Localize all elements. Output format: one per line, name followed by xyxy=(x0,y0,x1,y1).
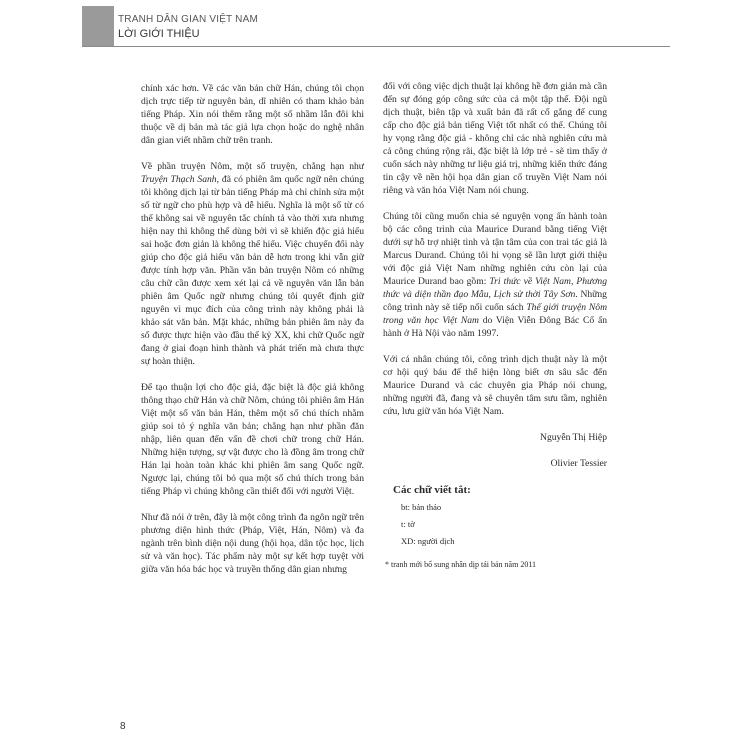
running-header-section: LỜI GIỚI THIỆU xyxy=(118,28,200,40)
signature-block xyxy=(383,431,607,470)
header-decorative-box xyxy=(82,6,114,46)
paragraph: Để tạo thuận lợi cho độc giả, đặc biệt là độc giả không thông thạo chữ Hán và chữ Nôm, chúng tôi phiên âm Hán Việt một số văn bản Hán, thêm một số chú thích nhằm giúp soi tỏ ý nghĩa văn bản; chẳng hạn như phần đăn nhập, liên quan đến vấn đề chơi chữ trong chữ Hán. Những hiện tượng, sự vật được cho là đồng âm trong chữ Hán lại hoàn toàn khác khi phiên âm sang Quốc ngữ. Ngược lại, chúng tôi bỏ qua một số chú thích trong bản tiếng Pháp vì chúng không cần thiết đối với người Việt. xyxy=(141,382,364,497)
left-column xyxy=(141,82,364,576)
abbreviations-heading: Các chữ viết tắt: xyxy=(393,484,471,496)
footnote: * tranh mới bổ sung nhân dịp tái bản năm 2011 xyxy=(385,560,537,569)
page-number: 8 xyxy=(120,721,126,732)
abbreviation-item: bt: bản thảo xyxy=(401,502,442,512)
abbreviation-item: XD: người dịch xyxy=(401,536,455,546)
paragraph: Về phần truyện Nôm, một số truyện, chẳng hạn như Truyện Thạch Sanh, đã có phiên âm quốc ngữ nên chúng tôi không dịch lại từ bản tiếng Pháp mà chỉ chỉnh sửa một số từ ngữ cho phù hợp và dễ hiểu. Nghĩa là một số từ có thể không sai về nguyên tắc chính tả vào thời xưa nhưng hiện nay thì không thể dùng bởi vì sẽ khiến độc giả hiểu sai hoặc đơn giản là không thể hiểu. Việc chuyển đổi này giúp cho độc giả hiểu văn bản dễ hơn trong khi vẫn giữ được tính hợp văn. Phần văn bản truyện Nôm có những câu chữ cần được xem xét lại cả về nguyên văn lẫn bản phiên âm Quốc ngữ nhưng chúng tôi quyết định giữ nguyên vì mục đích của công trình này không phải là khảo sát văn bản. Mặt khác, những bản phiên âm này đa số được thực hiện vào đầu thế kỷ XX, khi chữ Quốc ngữ đang ở giai đoạn hình thành và phát triển mà chưa thực sự hoàn thiện. xyxy=(141,161,364,367)
header-rule xyxy=(82,46,670,47)
running-header-title: TRANH DÂN GIAN VIỆT NAM xyxy=(118,14,258,25)
paragraph: chính xác hơn. Về các văn bản chữ Hán, chúng tôi chọn dịch trực tiếp từ nguyên bản, dĩ nhiên có tham khảo bản tiếng Pháp. Xin nói thêm rằng một số nhầm lẫn đôi khi thuộc về dị bản mà tác giả lựa chọn hoặc do nghệ nhân dân gian viết nhầm chữ trên tranh. xyxy=(141,83,364,146)
paragraph: Với cá nhân chúng tôi, công trình dịch thuật này là một cơ hội quý báu để thể hiện lòng biết ơn sâu sắc đến Maurice Durand và các chuyên gia Pháp nói chung, những người đã, đang và sẽ chuyên tâm sưu tầm, nghiên cứu, lưu giữ văn hóa Việt Nam. xyxy=(383,354,607,417)
signature-name: Olivier Tessier xyxy=(550,458,607,469)
paragraph: Như đã nói ở trên, đây là một công trình đa ngôn ngữ trên phương diện hình thức (Pháp, Việt, Hán, Nôm) và đa ngành trên bình diện nội dung (hội họa, dân tộc học, lịch sử và văn học). Tác phẩm này một sự kết hợp tuyệt vời giữa văn hóa bác học và truyền thống dân gian nhưng xyxy=(141,512,364,575)
paragraph: Chúng tôi cũng muốn chia sẻ nguyện vọng ấn hành toàn bộ các công trình của Maurice Durand bằng tiếng Việt dưới sự hỗ trợ nhiệt tình và tận tâm của con trai tác giả là Marcus Durand. Chúng tôi hi vọng sẽ lần lượt giới thiệu với độc giả Việt Nam những nghiên cứu còn lại của Maurice Durand bao gồm: Tri thức về Việt Nam, Phương thức và diện thần đạo Mẫu, Lịch sử thời Tây Sơn. Những công trình này sẽ tiếp nối cuốn sách Thế giới truyện Nôm trong văn học Việt Nam do Viện Viễn Đông Bác Cổ ấn hành ở Hà Nội vào năm 1997. xyxy=(383,211,608,339)
abbreviation-item: t: tờ xyxy=(401,519,415,529)
signature-name: Nguyễn Thị Hiệp xyxy=(540,432,607,443)
right-column xyxy=(383,80,607,571)
paragraph: đối với công việc dịch thuật lại không hề đơn giản mà cần đến sự đóng góp công sức của cả một tập thể. Đội ngũ dịch thuật, biên tập và xuất bản đã rất cố gắng để cung cấp cho độc giả bản tiếng Việt tốt nhất có thể. Chúng tôi hy vọng rằng độc giả - không chỉ các nhà nghiên cứu mà cả công chúng rộng rãi, đặc biệt là lớp trẻ - sẽ tìm thấy ở cuốn sách này những tư liệu giá trị, những kiến thức đáng tin cậy về nền hội họa dân gian cổ truyền Việt Nam nói riêng và văn hóa Việt Nam nói chung. xyxy=(383,81,607,196)
